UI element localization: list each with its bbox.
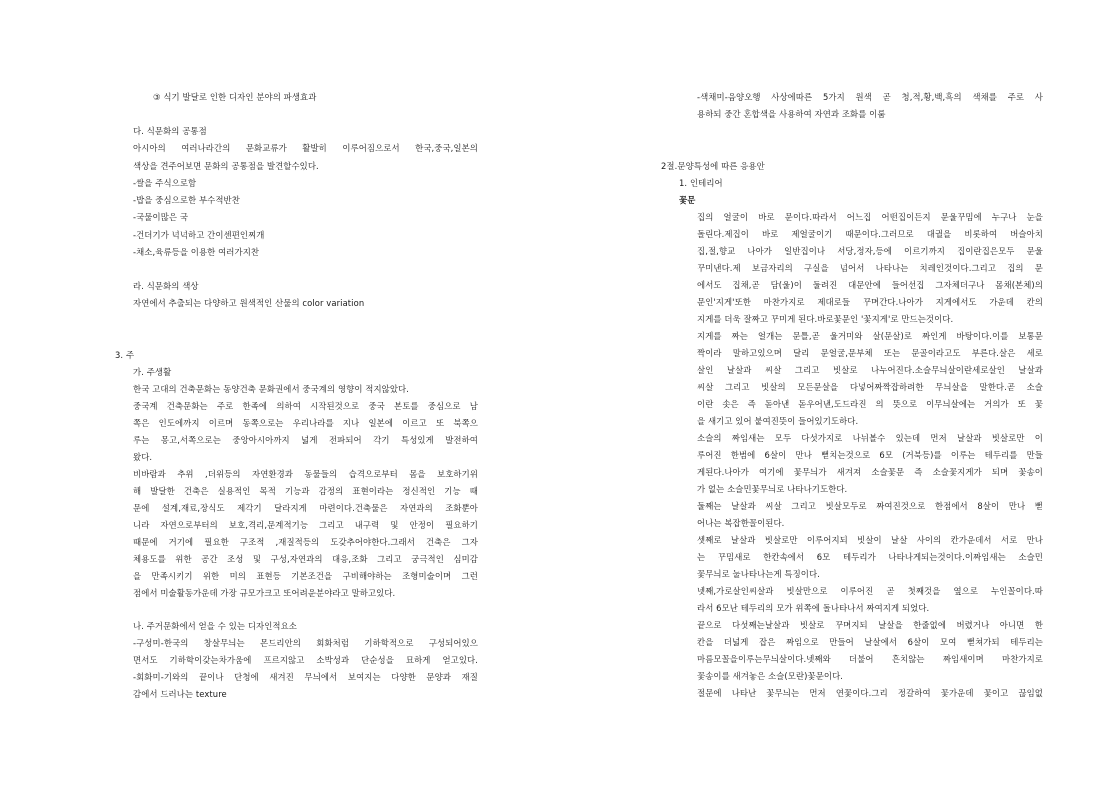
paragraph-line: 어나는 복잡한꼴이된다.	[697, 518, 785, 528]
paragraph-line: 니라 자연으로부터의 보호,격리,문계적기능 그리고 내구력 및 안정이 필요하기	[133, 520, 478, 530]
paragraph-line: 색상을 견주어보면 문화의 공통점을 발견할수있다.	[133, 161, 319, 171]
paragraph-line: 절문에 나타난 꽃무늬는 먼저 연꽃이다.그리 정갈하여 꽃가운데 꽃이고 끊임없	[697, 688, 1043, 698]
paragraph-line: 끝으로 다섯째는날살과 빗살로 꾸며지되 날살을 한줄없에 버렸거나 아니면 한	[697, 620, 1043, 630]
section-heading: 다. 식문화의 공통점	[133, 126, 207, 136]
paragraph-line: 집의 얼굴이 바로 문이다.따라서 어느집 어떤집이든지 문울꾸밈에 누구나 눈을	[697, 212, 1043, 222]
paragraph-line: 용하되 중간 혼합색을 사용하여 자연과 조화를 이룸	[697, 109, 886, 119]
paragraph-line: 루어진 한범에 6살이 만나 뻗치는것으로 6모 (거북등)를 이루는 테두리를 만들	[697, 450, 1043, 460]
list-item: -쌀을 주식으로함	[133, 178, 197, 188]
paragraph-line: 소슬의 짜임새는 모두 다섯가지로 나뉘볼수 있는데 먼저 날살과 빗살로만 이	[697, 433, 1043, 443]
paragraph-line: 칸을 더넓게 잡은 짜임으로 만들어 날살에서 6살이 모여 뻗쳐가되 테두리는	[697, 637, 1043, 647]
paragraph-line: 아시아의 여러나라간의 문화교류가 활발히 이루어짐으로서 한국,중국,일본의	[133, 143, 478, 153]
paragraph-line: 감에서 드러나는 texture	[133, 689, 227, 699]
paragraph-line: 점에서 미술활동가운데 가장 규모가크고 또어려운분야라고 말하고있다.	[133, 588, 396, 598]
paragraph-line: 라서 6모난 테두리의 모가 위쪽에 돌나타나서 짜여지게 되었다.	[697, 603, 930, 613]
paragraph-line: 문인'지게'또한 마찬가지로 제대로들 꾸며간다.나아가 지게에서도 가운데 칸의	[697, 297, 1043, 307]
chapter-heading: 2절.문양특성에 따른 응용안	[661, 161, 765, 171]
section-heading: 나. 주거문화에서 얻을 수 있는 디자인적요소	[133, 621, 297, 631]
paragraph-line: -구성미-한국의 창살무늬는 몬드리안의 회화처럼 기하학적으로 구성되어있으	[133, 638, 478, 648]
paragraph-line: 루는 몽고,서쪽으로는 중앙아시아까지 넓게 전파되어 각기 특성있게 발전하여	[133, 435, 478, 445]
section-heading: 라. 식문화의 색상	[133, 281, 199, 291]
section-heading: 가. 주생활	[133, 367, 172, 377]
paragraph-line: 자연에서 추출되는 다양하고 원색적인 산물의 color variation	[133, 298, 365, 308]
paragraph-line: 에서도 집채,곧 담(울)이 둘려진 대문안에 들어선집 그자체더구나 몸채(본체)의	[697, 280, 1043, 290]
paragraph-line: 가 없는 소슬민꽃무늬로 나타나기도한다.	[697, 484, 848, 494]
paragraph-line: 중국계 건축문화는 주로 한족에 의하여 시작된것으로 중국 본토를 중심으로 남	[133, 401, 478, 411]
paragraph-line: 이란 솟은 즉 돋아낸 돋우어낸,도드라진 의 뜻으로 이무늬살에는 거의가 또 꽃	[697, 399, 1043, 409]
paragraph-line: 짝이라 말하고있으며 달리 문얼굴,문부체 또는 문골이라고도 부른다.살은 세로	[697, 348, 1043, 358]
paragraph-line: 한국 고대의 건축문화는 동양건축 문화권에서 중국계의 영향이 적지않았다.	[133, 384, 409, 394]
paragraph-line: 때문에 거기에 필요한 구조적 ,재질적등의 도갖추어야한다.그래서 건축은 그자	[133, 537, 478, 547]
paragraph-line: 돌린다.제집이 바로 제얼굴이기 때문이다.그러므로 대궐을 비롯하여 버슬아치	[697, 229, 1043, 239]
paragraph-line: 게된다.나아가 여기에 꽃무늬가 새겨져 소슬꽃문 즉 소슬꽃지게가 되며 꽃송이	[697, 467, 1043, 477]
paragraph-line: 지게를 짜는 얼개는 문틀,곧 울거미와 살(문살)로 짜인게 바탕이다.이를 보통문	[697, 331, 1043, 341]
paragraph-line: 해 발달한 건축은 실용적인 목적 기능과 감정의 표현이라는 정신적인 기능 때	[133, 486, 478, 496]
list-item: -밥을 중심으로한 부수적반찬	[133, 195, 240, 205]
paragraph-line: 씨살 그리고 빗살의 모든문살을 다넣어짜짝잡하려한 무늬살을 말한다.곧 소슬	[697, 382, 1043, 392]
paragraph-line: 는 꾸밈새로 한칸속에서 6모 테두리가 나타나게되는것이다.이짜임새는 소슬민	[697, 552, 1043, 562]
paragraph-line: 마름모꼴을이루는무늬살이다.넷째와 더불어 흔치않는 짜임새이며 마찬가지로	[697, 654, 1043, 664]
subsection-heading: ③ 식기 발달로 인한 디자인 분야의 파생효과	[153, 92, 317, 102]
paragraph-line: 살인 날살과 씨살 그리고 빗살로 나누어진다.소슬무늬살이란세로살인 날살과	[697, 365, 1043, 375]
chapter-heading: 3. 주	[115, 350, 135, 360]
paragraph-line: -회화미-기와의 끝이나 단청에 새겨진 무늬에서 보여지는 다양한 문양과 재질	[133, 672, 478, 682]
paragraph-line: 문에 설계,재료,장식도 제각기 달라지게 마련이다.건축물은 자연과의 조화뿐아	[133, 503, 478, 513]
paragraph-line: 면서도 기하학이갖는차가움에 프르지않고 소박성과 단순성을 묘하게 얻고있다.	[133, 655, 478, 665]
list-item: -국물이많은 국	[133, 212, 189, 222]
subsection-heading: 꽃문	[679, 195, 696, 205]
paragraph-line: -색채미-음양오행 사상에따른 5가지 원색 곧 청,적,황,백,흑의 색채를 주로 사	[697, 92, 1043, 102]
paragraph-line: 쪽은 인도에까지 이르며 동쪽으로는 우리나라를 지나 일본에 이르고 또 북쪽으	[133, 418, 478, 428]
paragraph-line: 꽃송이를 새겨놓은 소슬(모란)꽃문이다.	[697, 671, 844, 681]
paragraph-line: 꽃무늬로 눌나타나는게 특징이다.	[697, 569, 820, 579]
paragraph-line: 넷째,가로살인씨살과 빗살만으로 이루어진 곧 첫째것을 옆으로 누인꼴이다.따	[697, 586, 1043, 596]
paragraph-line: 셋째로 날살과 빗살로만 이루어지되 빗살이 날살 사이의 칸가운데서 서로 만나	[697, 535, 1043, 545]
list-item: -건더기가 넉넉하고 간이센편인찌개	[133, 230, 265, 240]
paragraph-line: 지게를 더욱 잘짜고 꾸미게 된다.바로꽃문인 '꽃지게'로 만드는것이다.	[697, 314, 954, 324]
paragraph-line: 집,절,향교 나아가 일반집이나 서당,정자,등에 이르기까지 집이란집은모두 문울	[697, 246, 1043, 256]
paragraph-line: 체용도를 위한 공간 조성 및 구성,자연과의 대응,조화 그리고 궁극적인 심미감	[133, 554, 478, 564]
paragraph-line: 왔다.	[133, 452, 153, 462]
paragraph-line: 비바람과 추위 ,더위등의 자연환경과 동물들의 습격으로부터 몸을 보호하기위	[133, 469, 478, 479]
paragraph-line: 둘째는 날살과 씨살 그리고 빗살모두로 짜여진것으로 한점에서 8살이 만나 뻗	[697, 501, 1043, 511]
paragraph-line: 꾸미낸다.제 보금자리의 구실을 넘어서 나타나는 치레인것이다.그리고 집의 문	[697, 263, 1043, 273]
list-item: -채소,육류등을 이용한 여러가지찬	[133, 247, 260, 257]
paragraph-line: 을 새기고 있어 붙여진뜻이 들어있기도하다.	[697, 416, 859, 426]
paragraph-line: 을 만족시키기 위한 미의 표현등 기본조건을 구비해야하는 조형미술이며 그런	[133, 571, 478, 581]
section-heading: 1. 인테리어	[679, 178, 723, 188]
